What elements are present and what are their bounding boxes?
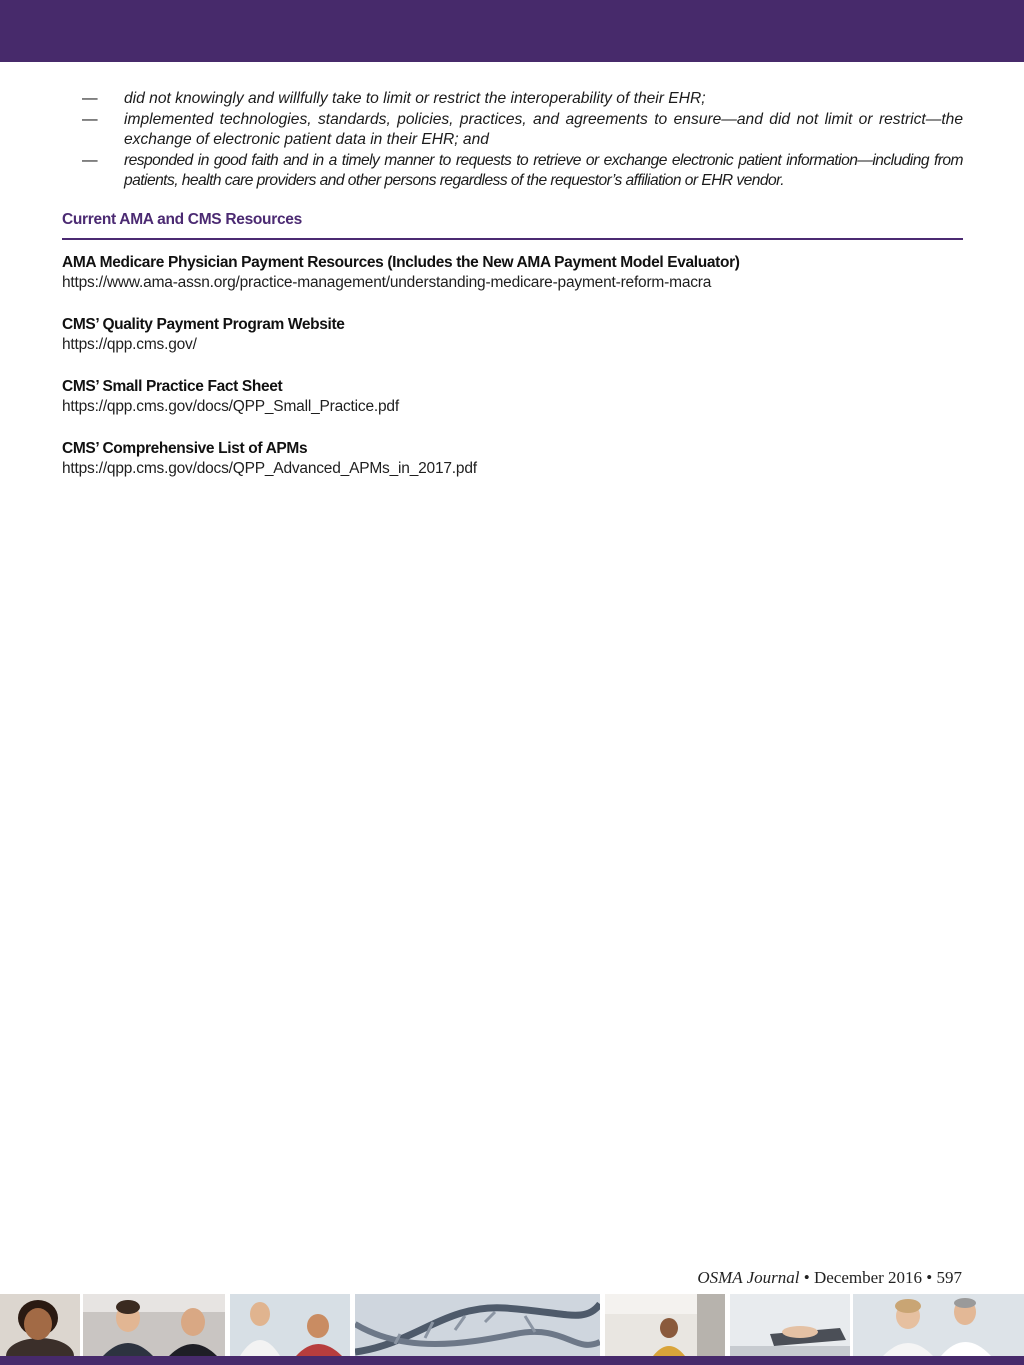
footer-separator: • [803,1268,810,1287]
resource-url[interactable]: https://www.ama-assn.org/practice-management/understanding-medicare-payment-reform-macra [62,274,712,291]
footer-bar [0,1356,1024,1365]
header-bar [0,0,1024,62]
resource-title: CMS’ Small Practice Fact Sheet [62,377,283,395]
bullet-dash: — [82,151,98,169]
doctor-patient-photo [230,1294,350,1356]
bullet-dash: — [82,110,98,128]
bullet-dash: — [82,90,98,107]
resource-title: CMS’ Comprehensive List of APMs [62,439,308,457]
resource-url[interactable]: https://qpp.cms.gov/docs/QPP_Small_Practice.pdf [62,398,399,415]
journal-name: OSMA Journal [697,1268,800,1287]
woman-smiling-photo [0,1294,80,1356]
dna-helix-photo [355,1294,600,1356]
bullet-text: implemented technologies, standards, policies, practices, and agreements to ensure—and did not limit or restrict—the exchange of electronic patient data in their EHR; and [124,110,963,148]
resource-title: AMA Medicare Physician Payment Resources (Includes the New AMA Payment Model Evaluator) [62,253,740,271]
page-footer [697,1268,962,1288]
page-number: 597 [936,1268,962,1287]
bullet-list [62,89,963,192]
typing-laptop-photo [730,1294,850,1356]
photo-strip [0,1294,1024,1356]
child-patient-photo [605,1294,725,1356]
resource-list [62,253,963,480]
bullet-item [62,89,963,110]
page-content [62,89,963,501]
bullet-text: responded in good faith and in a timely manner to requests to retrieve or exchange electronic patient information—including from patients, health care providers and other persons regardless of the requestor’s affiliation or EHR vendor. [124,151,963,189]
bullet-item [62,110,963,151]
office-meeting-photo [83,1294,225,1356]
issue-date: December 2016 [813,1268,923,1287]
bullet-item [62,151,963,192]
resource-item [62,377,963,418]
bullet-text: did not knowingly and willfully take to limit or restrict the interoperability of their EHR; [124,90,706,107]
resource-url[interactable]: https://qpp.cms.gov/ [62,336,197,353]
resource-item [62,439,963,480]
footer-separator: • [926,1268,933,1287]
doctors-team-photo [853,1294,1024,1356]
resource-item [62,253,963,294]
resource-item [62,315,963,356]
section-heading: Current AMA and CMS Resources [62,211,963,240]
resource-url[interactable]: https://qpp.cms.gov/docs/QPP_Advanced_APMs_in_2017.pdf [62,460,477,477]
resource-title: CMS’ Quality Payment Program Website [62,315,345,333]
